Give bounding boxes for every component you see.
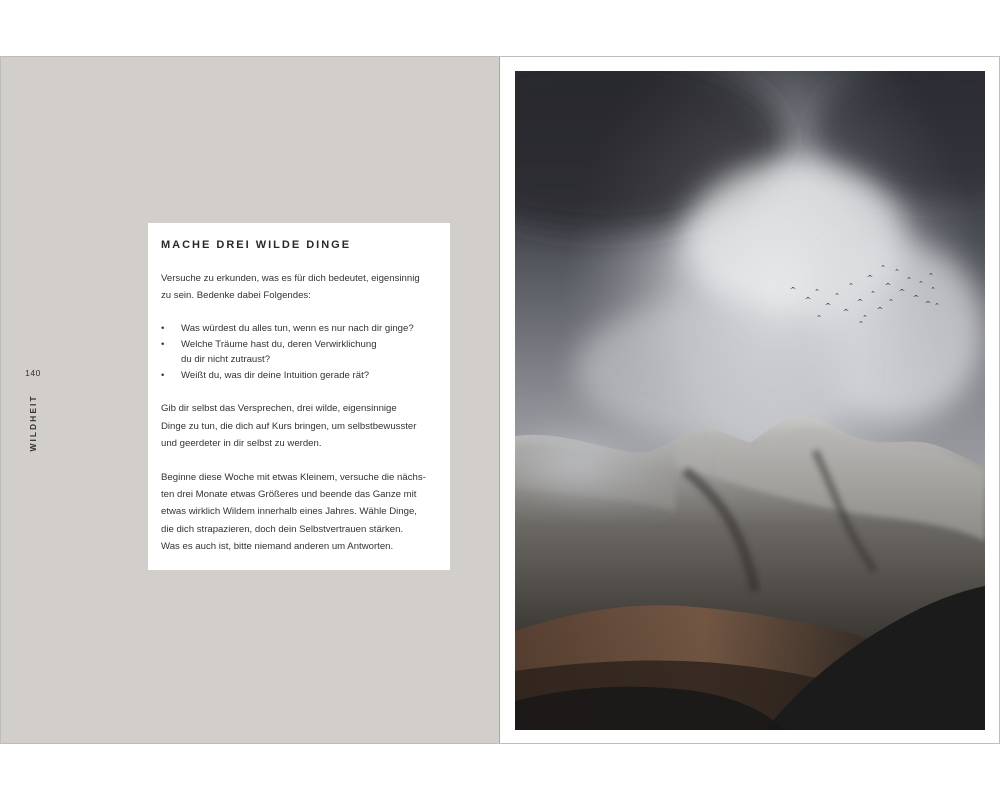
question-item — [161, 337, 438, 368]
plan-paragraph — [161, 469, 438, 555]
promise-paragraph — [161, 400, 438, 452]
bullet-icon: • — [161, 369, 165, 381]
plan-line: Beginne diese Woche mit etwas Kleinem, versuche die nächs- — [161, 472, 426, 484]
book-spread — [0, 56, 1000, 744]
question-line: du dir nicht zutraust? — [181, 354, 271, 366]
exercise-heading: MACHE DREI WILDE DINGE — [161, 239, 352, 251]
question-line: Was würdest du alles tun, wenn es nur nach dir ginge? — [181, 323, 414, 335]
page-number: 140 — [25, 368, 41, 378]
promise-line: und geerdeter in dir selbst zu werden. — [161, 437, 322, 449]
mountain-clouds-birds-photo — [515, 71, 985, 730]
question-line: Welche Träume hast du, deren Verwirklichung — [181, 338, 377, 350]
right-page — [500, 57, 1000, 743]
question-list — [161, 321, 438, 383]
intro-paragraph — [161, 270, 438, 304]
intro-line: Versuche zu erkunden, was es für dich bedeutet, eigensinnig — [161, 273, 420, 284]
promise-line: Gib dir selbst das Versprechen, drei wilde, eigensinnige — [161, 403, 397, 415]
question-item — [161, 368, 438, 384]
left-page — [0, 57, 500, 743]
promise-line: Dinge zu tun, die dich auf Kurs bringen, um selbstbewusster — [161, 420, 417, 432]
exercise-box — [148, 223, 450, 570]
bullet-icon: • — [161, 338, 165, 350]
question-line: Weißt du, was dir deine Intuition gerade rät? — [181, 369, 370, 381]
bullet-icon: • — [161, 323, 165, 335]
plan-line: Was es auch ist, bitte niemand anderen um Antworten. — [161, 540, 394, 552]
running-head: WILDHEIT — [28, 394, 38, 452]
question-item — [161, 321, 438, 337]
intro-line: zu sein. Bedenke dabei Folgendes: — [161, 290, 311, 302]
plan-line: etwas wirklich Wildem innerhalb eines Jahres. Wähle Dinge, — [161, 506, 417, 518]
mountain-photo — [515, 71, 985, 730]
plan-line: die dich strapazieren, doch dein Selbstvertrauen stärken. — [161, 523, 404, 535]
plan-line: ten drei Monate etwas Größeres und beende das Ganze mit — [161, 489, 417, 501]
